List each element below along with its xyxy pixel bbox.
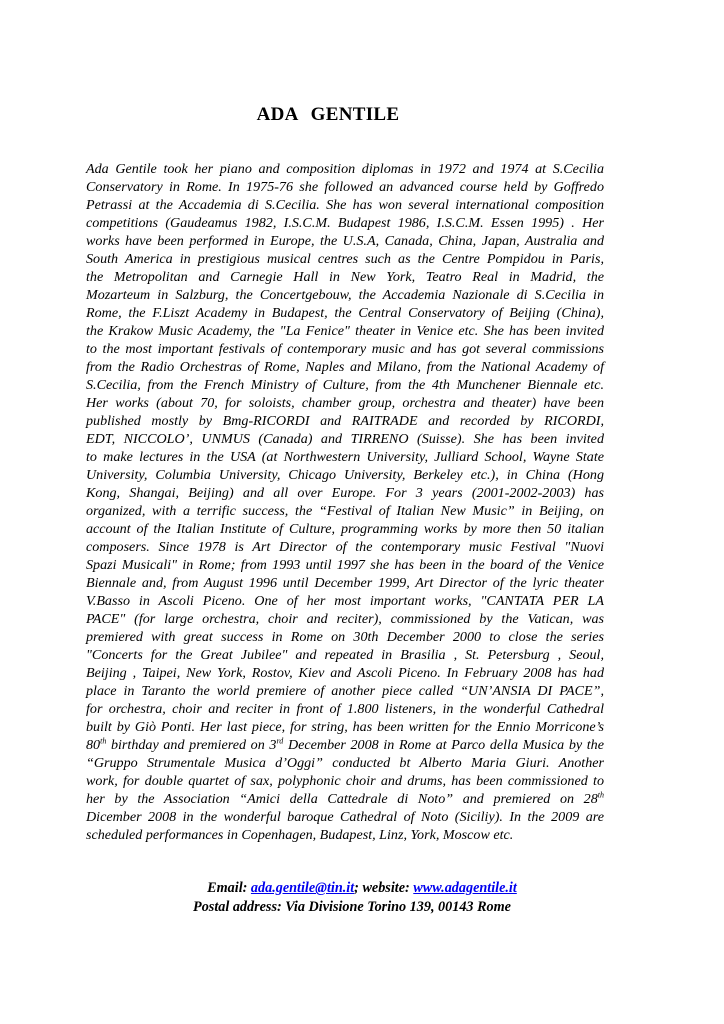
text-line: the Krakow Music Academy, the "La Fenice" theater in Venice etc. She has been invited <box>86 323 604 339</box>
postal-address: Postal address: Via Divisione Torino 139, 00143 Rome <box>193 898 511 915</box>
text-line: PACE" (for large orchestra, choir and reciter), commissioned by the Vatican, was <box>86 611 604 627</box>
text-line: S.Cecilia, from the French Ministry of Culture, from the 4th Munchener Biennale etc. <box>86 377 604 393</box>
text-line: premiered with great success in Rome on 30th December 2000 to close the series <box>86 629 604 645</box>
text-line: for orchestra, choir and reciter in front of 1.800 listeners, in the wonderful Cathedral <box>86 701 604 717</box>
text-line: place in Taranto the world premiere of another piece called “UN’ANSIA DI PACE”, <box>86 683 604 699</box>
text-line: to make lectures in the USA (at Northwestern University, Julliard School, Wayne State <box>86 449 604 465</box>
email-label: Email: <box>207 880 251 896</box>
text-line <box>86 736 604 754</box>
text-line: Dicember 2008 in the wonderful baroque Cathedral of Noto (Siciliy). In the 2009 are <box>86 809 604 825</box>
text-line: Kong, Shangai, Beijing) and all over Europe. For 3 years (2001-2002-2003) has <box>86 485 604 501</box>
text-line: "Concerts for the Great Jubilee" and repeated in Brasilia , St. Petersburg , Seoul, <box>86 647 604 663</box>
text-line: Petrassi at the Accademia di S.Cecilia. She has won several international composition <box>86 197 604 213</box>
text-line: published mostly by Bmg-RICORDI and RAITRADE and recorded by RICORDI, <box>86 413 604 429</box>
superscript: th <box>100 736 107 746</box>
text-line: Conservatory in Rome. In 1975-76 she followed an advanced course held by Goffredo <box>86 179 604 195</box>
text-line: Rome, the F.Liszt Academy in Budapest, the Central Conservatory of Beijing (China), <box>86 305 604 321</box>
text-line: Biennale and, from August 1996 until December 1999, Art Director of the lyric theater <box>86 575 604 591</box>
text-line: Mozarteum in Salzburg, the Concertgebouw, the Accademia Nazionale di S.Cecilia in <box>86 287 604 303</box>
text-line: account of the Italian Institute of Culture, programming works by more then 50 italian <box>86 521 604 537</box>
contact-line-email <box>0 879 724 898</box>
text-line: Ada Gentile took her piano and composition diplomas in 1972 and 1974 at S.Cecilia <box>86 161 604 177</box>
text-line: EDT, NICCOLO’, UNMUS (Canada) and TIRRENO (Suisse). She has been invited <box>86 431 604 447</box>
text-line: “Gruppo Strumentale Musica d’Oggi” conducted bt Alberto Maria Giuri. Another <box>86 755 604 771</box>
text-fragment: her by the Association “Amici della Cattedrale di Noto” and premiered on 28 <box>86 791 598 807</box>
text-line: University, Columbia University, Chicago University, Berkeley etc.), in China (Hong <box>86 467 604 483</box>
text-fragment: 80 <box>86 737 101 753</box>
biography-text <box>86 160 604 844</box>
website-label: ; website: <box>354 880 414 896</box>
text-line: work, for double quartet of sax, polyphonic choir and drums, has been commissioned to <box>86 773 604 789</box>
text-line: composers. Since 1978 is Art Director of the contemporary music Festival "Nuovi <box>86 539 604 555</box>
text-line: to the most important festivals of contemporary music and has got several commissions <box>86 341 604 357</box>
text-line: built by Giò Ponti. Her last piece, for string, has been written for the Ennio Morricone’s <box>86 719 604 735</box>
text-line: Her works (about 70, for soloists, chamber group, orchestra and theater) have been <box>86 395 604 411</box>
text-line: scheduled performances in Copenhagen, Budapest, Linz, York, Moscow etc. <box>86 827 514 843</box>
text-line: Beijing , Taipei, New York, Rostov, Kiev and Ascoli Piceno. In February 2008 has had <box>86 665 604 681</box>
superscript: th <box>597 790 604 800</box>
text-line: organized, with a terrific success, the “Festival of Italian New Music” in Beijing, on <box>86 503 604 519</box>
text-line: V.Basso in Ascoli Piceno. One of her most important works, "CANTATA PER LA <box>86 593 604 609</box>
text-fragment: birthday and premiered on 3 <box>106 737 277 753</box>
email-link[interactable]: ada.gentile@tin.it <box>250 880 355 896</box>
text-line <box>86 790 604 808</box>
website-link[interactable]: www.adagentile.it <box>413 880 517 896</box>
text-line: from the Radio Orchestras of Rome, Naples and Milano, from the National Academy of <box>86 359 604 375</box>
text-line: the Metropolitan and Carnegie Hall in New York, Teatro Real in Madrid, the <box>86 269 604 285</box>
text-line: competitions (Gaudeamus 1982, I.S.C.M. Budapest 1986, I.S.C.M. Essen 1995) . Her <box>86 215 604 231</box>
text-line: South America in prestigious musical centres such as the Centre Pompidou in Paris, <box>86 251 604 267</box>
text-line: works have been performed in Europe, the U.S.A, Canada, China, Japan, Australia and <box>86 233 604 249</box>
contact-info <box>0 879 724 916</box>
text-line: Spazi Musicali" in Rome; from 1993 until 1997 she has been in the board of the Venice <box>86 557 604 573</box>
page-title: ADA GENTILE <box>256 104 400 125</box>
superscript: rd <box>276 736 284 746</box>
text-fragment: December 2008 in Rome at Parco della Musica by the <box>283 737 604 753</box>
